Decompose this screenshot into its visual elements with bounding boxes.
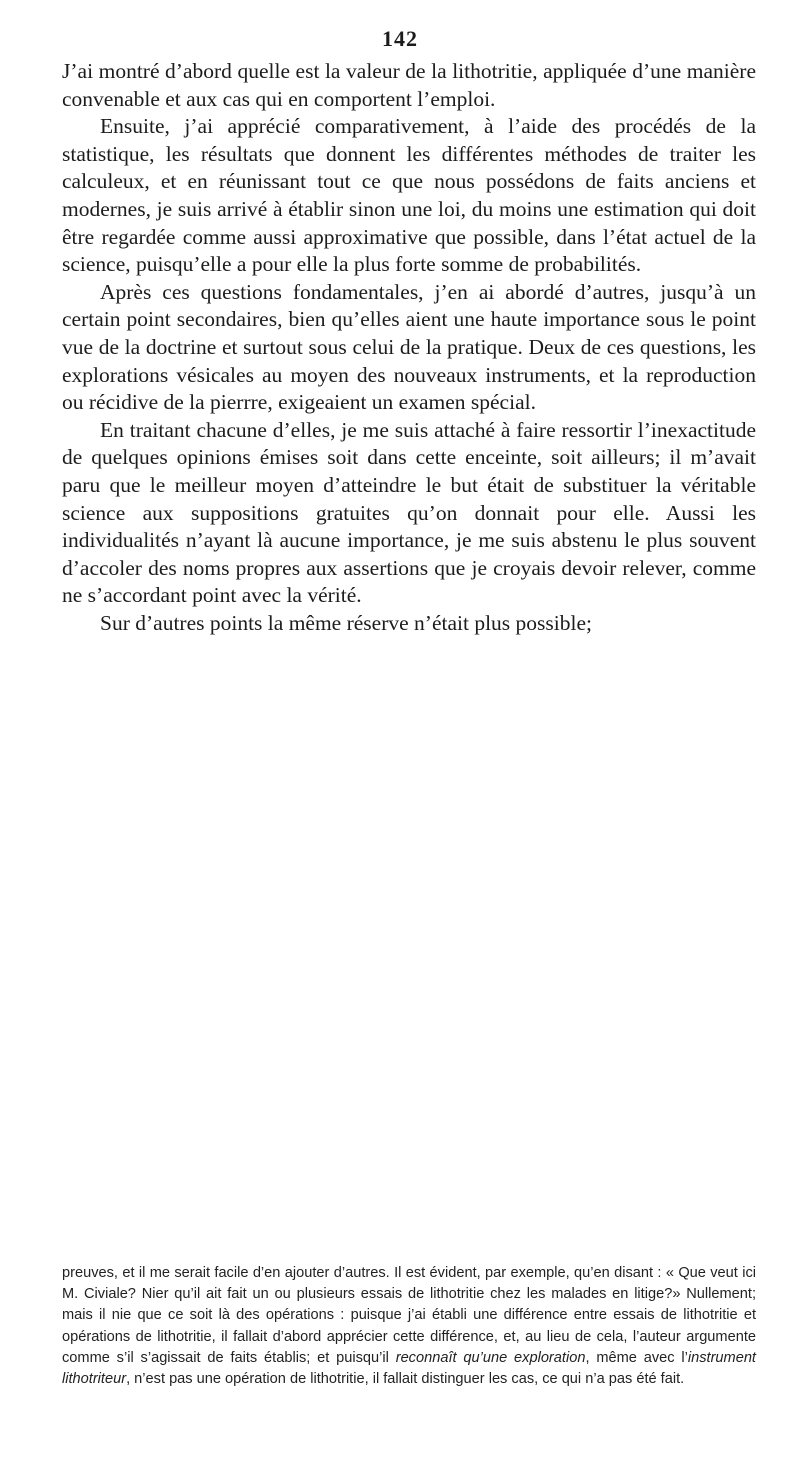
footnote bbox=[62, 1263, 756, 1390]
paragraph-5: Sur d’autres points la même réserve n’était plus possible; bbox=[100, 610, 592, 635]
main-text bbox=[62, 58, 756, 637]
footnote-italic-1: reconnaît qu’une exploration bbox=[395, 1349, 586, 1366]
footnote-part-1: preuves, et il me serait facile d’en ajouter d’autres. Il est évident, par exemple, qu’en disant : « Que veut ici M. Civiale? Nier qu’il ait fait un ou plusieurs essais de lithotritie chez les malades en litige?» Nullement; mais il nie que ce soit là des opérations : puisque j’ai établi une différence entre essais de lithotritie et opérations de lithotritie, il fallait d’abord apprécier cette différence, et, au lieu de cela, l’auteur argumente comme s’il s’agissait de faits établis; et puisqu’il bbox=[62, 1265, 756, 1366]
footnote-italic-2: instrument lithotriteur bbox=[62, 1349, 756, 1388]
paragraph-4: En traitant chacune d’elles, je me suis attaché à faire ressortir l’inexactitude de quelques opinions émises soit dans cette enceinte, soit ailleurs; il m’avait paru que le meilleur moyen d’atteindre le but était de substituer la véritable science aux suppositions gratuites qu’on donnait pour elle. Aussi les individualités n’ayant là aucune importance, je me suis abstenu le plus souvent d’accoler des noms propres aux assertions que je croyais devoir relever, comme ne s’accordant point avec la vérité. bbox=[62, 417, 756, 608]
footnote-part-3: , n’est pas une opération de lithotritie, il fallait distinguer les cas, ce qui n’a pas été fait. bbox=[126, 1371, 685, 1388]
footnote-part-2: , même avec l’ bbox=[585, 1349, 688, 1366]
footnote-text bbox=[62, 1263, 756, 1390]
page-number: 142 bbox=[382, 26, 418, 51]
paragraph-3: Après ces questions fondamentales, j’en ai abordé d’autres, jusqu’à un certain point secondaires, bien qu’elles aient une haute importance sous le point vue de la doctrine et surtout sous celui de la pratique. Deux de ces questions, les explorations vésicales au moyen des nouveaux instruments, et la reproduction ou récidive de la pierrre, exigeaient un examen spécial. bbox=[62, 279, 756, 415]
paragraph-2: Ensuite, j’ai apprécié comparativement, à l’aide des procédés de la statistique, les résultats que donnent les différentes méthodes de traiter les calculeux, et en réunissant tout ce que nous possédons de faits anciens et modernes, je suis arrivé à établir sinon une loi, du moins une estimation qui doit être regardée comme aussi approximative que possible, dans l’état actuel de la science, puisqu’elle a pour elle la plus forte somme de probabilités. bbox=[62, 114, 756, 277]
paragraph-1: J’ai montré d’abord quelle est la valeur de la lithotritie, appliquée d’une manière convenable et aux cas qui en comportent l’emploi. bbox=[62, 59, 756, 111]
